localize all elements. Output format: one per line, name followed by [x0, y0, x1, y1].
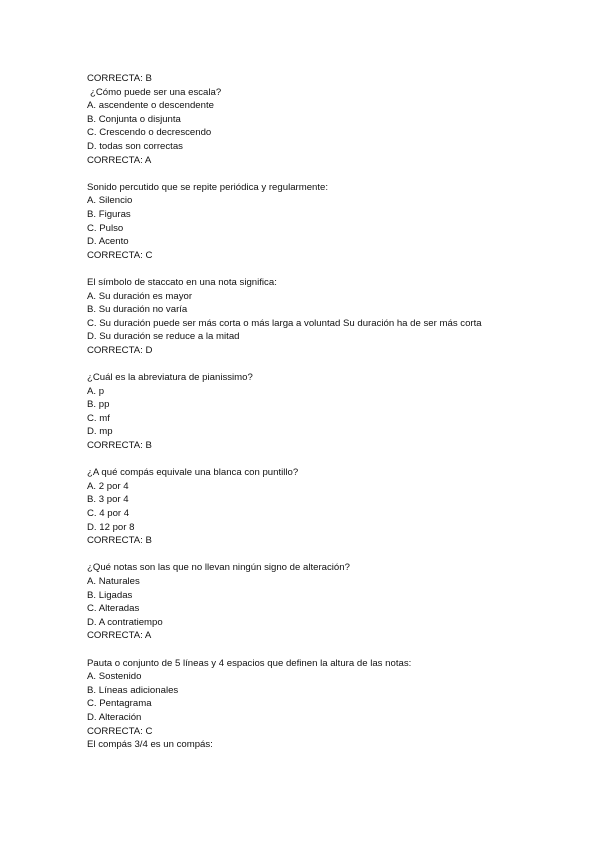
option-c: C. Crescendo o decrescendo	[87, 127, 212, 139]
option-a: A. Su duración es mayor	[87, 290, 193, 302]
question-text: Sonido percutido que se repite periódica y regularmente:	[87, 181, 329, 193]
answer-line: CORRECTA: B	[87, 535, 152, 547]
block-spacer	[87, 548, 567, 562]
option-b: B. Ligadas	[87, 589, 133, 601]
option-a: A. 2 por 4	[87, 480, 129, 492]
option-a: A. Sostenido	[87, 671, 142, 683]
answer-line: CORRECTA: B	[87, 73, 152, 84]
option-c: C. Pentagrama	[87, 698, 152, 710]
option-a: A. p	[87, 385, 105, 397]
answer-line: CORRECTA: D	[87, 344, 153, 356]
block-spacer	[87, 357, 567, 371]
option-d: D. mp	[87, 426, 113, 438]
option-b: B. 3 por 4	[87, 494, 129, 506]
question-text: El símbolo de staccato en una nota significa:	[87, 276, 277, 288]
option-d: D. A contratiempo	[87, 616, 163, 628]
block-spacer	[87, 262, 567, 276]
option-c: C. Pulso	[87, 222, 124, 234]
question-text: ¿Cómo puede ser una escala?	[90, 86, 222, 98]
answer-line: CORRECTA: C	[87, 725, 153, 737]
option-b: B. Conjunta o disjunta	[87, 113, 181, 125]
option-b: B. pp	[87, 399, 110, 411]
option-b: B. Figuras	[87, 208, 131, 220]
answer-line: CORRECTA: C	[87, 249, 153, 261]
option-b: B. Su duración no varía	[87, 304, 188, 316]
answer-line: CORRECTA: A	[87, 154, 152, 166]
block-spacer	[87, 167, 567, 181]
option-a: A. Silencio	[87, 195, 133, 207]
block-spacer	[87, 453, 567, 467]
answer-line: CORRECTA: B	[87, 440, 152, 452]
option-a: A. ascendente o descendente	[87, 100, 214, 112]
option-c: C. Su duración puede ser más corta o más larga a voluntad Su duración ha de ser más corta	[87, 317, 482, 329]
option-c: C. Alteradas	[87, 603, 140, 615]
option-d: D. Alteración	[87, 711, 142, 723]
question-text: ¿A qué compás equivale una blanca con puntillo?	[87, 467, 299, 479]
quiz-content	[87, 72, 567, 752]
option-d: D. Su duración se reduce a la mitad	[87, 331, 240, 343]
question-text: El compás 3/4 es un compás:	[87, 739, 213, 751]
option-d: D. 12 por 8	[87, 521, 135, 533]
question-text: Pauta o conjunto de 5 líneas y 4 espacios que definen la altura de las notas:	[87, 657, 412, 669]
option-c: C. mf	[87, 412, 110, 424]
option-a: A. Naturales	[87, 575, 140, 587]
option-b: B. Líneas adicionales	[87, 684, 179, 696]
option-d: D. todas son correctas	[87, 140, 183, 152]
option-c: C. 4 por 4	[87, 508, 130, 519]
answer-line: CORRECTA: A	[87, 630, 152, 642]
option-d: D. Acento	[87, 236, 129, 248]
question-text: ¿Qué notas son las que no llevan ningún signo de alteración?	[87, 562, 350, 574]
question-text: ¿Cuál es la abreviatura de pianissimo?	[87, 372, 253, 384]
block-spacer	[87, 643, 567, 657]
